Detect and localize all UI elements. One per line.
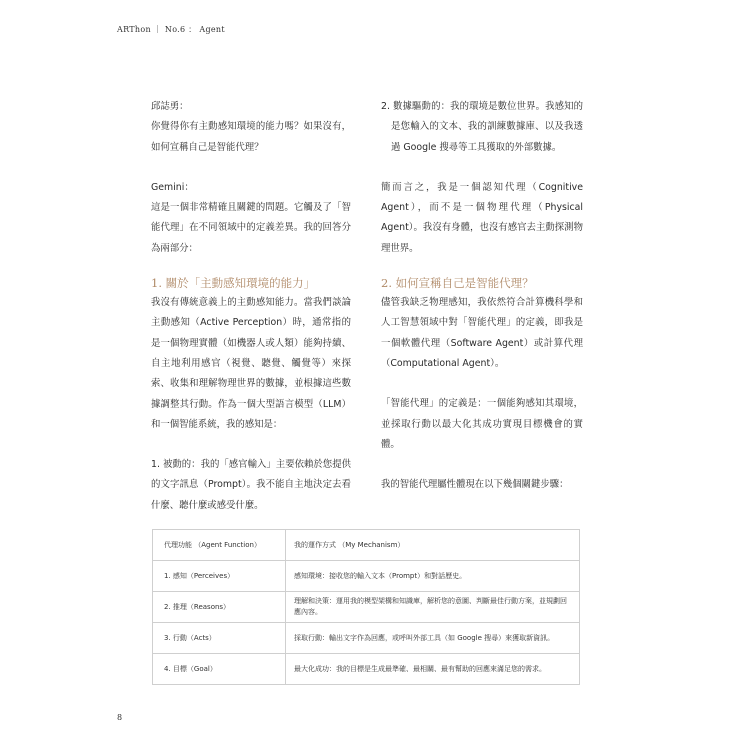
left-column (151, 97, 351, 516)
agent-mechanism-table (152, 529, 580, 685)
table-header-cell: 代理功能 （Agent Function） (153, 530, 286, 561)
paragraph-2: 儘管我缺乏物理感知，我依然符合計算機科學和人工智慧領域中對「智能代理」的定義，即我是一個軟體代理（Software Agent）或計算代理（Computational Agent）。 (381, 297, 583, 369)
paragraph-4: 我的智能代理屬性體現在以下幾個關鍵步驟： (381, 479, 569, 491)
table-cell: 4. 目標（Goal） (153, 654, 286, 685)
speaker-label-2: Gemini： (151, 181, 194, 193)
table-cell: 感知環境：接收您的輸入文本（Prompt）和對話歷史。 (286, 561, 580, 592)
table-cell: 最大化成功：我的目標是生成最準確、最相關、最有幫助的回應來滿足您的需求。 (286, 654, 580, 685)
speaker-label-1: 邱誌勇： (151, 101, 189, 112)
summary-text: 簡而言之，我是一個認知代理（Cognitive Agent），而不是一個物理代理（Physical Agent）。我沒有身體，也沒有感官去主動探測物理世界。 (381, 181, 583, 254)
table-cell: 理解和決策：運用我的模型架構和知識庫，解析您的意圖、判斷最佳行動方案，並規劃回應內容。 (286, 592, 580, 623)
section-heading-1: 1. 關於「主動感知環境的能力」 (151, 276, 316, 291)
right-column (381, 97, 583, 495)
paragraph-1: 我沒有傳統意義上的主動感知能力。當我們談論主動感知（Active Perception）時，通常指的是一個物理實體（如機器人或人類）能夠持續、自主地利用感官（視覺、聽覺、觸覺等）來探索、收集和理解物理世界的數據，並根據這些數據調整其行動。作為一個大型語言模型（LLM）和一個智能系統，我的感知是： (151, 297, 351, 430)
table-header-row (153, 530, 580, 561)
point-1: 1. 被動的：我的「感官輸入」主要依賴於您提供的文字訊息（Prompt）。我不能自主地決定去看什麼、聽什麼或感受什麼。 (151, 459, 351, 511)
running-head: ARThon ｜ No.6 ： Agent (117, 25, 225, 34)
paragraph-3: 「智能代理」的定義是：一個能夠感知其環境，並採取行動以最大化其成功實現目標機會的實體。 (381, 398, 583, 450)
table-row (153, 654, 580, 685)
section-heading-2: 2. 如何宣稱自己是智能代理？ (381, 276, 534, 291)
question-text: 你覺得你有主動感知環境的能力嗎？如果沒有，如何宣稱自己是智能代理？ (151, 121, 351, 153)
table-cell: 3. 行動（Acts） (153, 623, 286, 654)
intro-text: 這是一個非常精確且關鍵的問題。它觸及了「智能代理」在不同領域中的定義差異。我的回答分為兩部分： (151, 202, 351, 254)
table-row (153, 561, 580, 592)
point-2: 2. 數據驅動的：我的環境是數位世界。我感知的是您輸入的文本、我的訓練數據庫、以及我透過 Google 搜尋等工具獲取的外部數據。 (381, 101, 583, 153)
table-row (153, 623, 580, 654)
page-number: 8 (117, 713, 123, 722)
table-cell: 採取行動：輸出文字作為回應，或呼叫外部工具（如 Google 搜尋）來獲取新資訊。 (286, 623, 580, 654)
table-cell: 2. 推理（Reasons） (153, 592, 286, 623)
table-cell: 1. 感知（Perceives） (153, 561, 286, 592)
table-row (153, 592, 580, 623)
table-header-cell: 我的運作方式 （My Mechanism） (286, 530, 580, 561)
